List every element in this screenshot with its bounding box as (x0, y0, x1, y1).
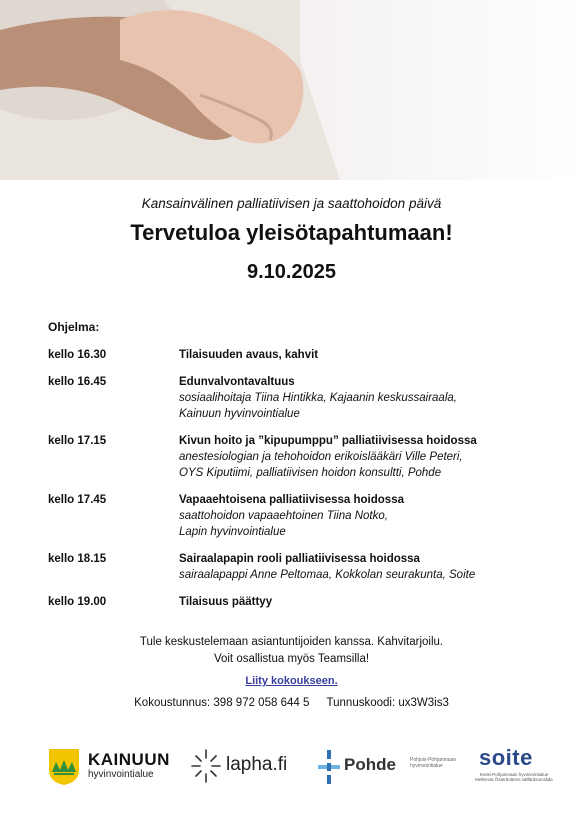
program-item (48, 492, 548, 540)
event-subtitle: Kansainvälinen palliatiivisen ja saattohoidon päivä (141, 196, 442, 211)
program-detail: Lapin hyvinvointialue (179, 526, 286, 538)
pohde-star-icon (318, 748, 340, 786)
pohde-logo (318, 745, 468, 790)
holding-hands-illustration (0, 0, 583, 180)
footer-info (0, 634, 583, 668)
program-item (48, 433, 548, 481)
program-detail: sairaalapappi Anne Peltomaa, Kokkolan seurakunta, Soite (179, 569, 476, 581)
pohde-sub: Pohjois-Pohjanmaan hyvinvointialue (410, 757, 457, 769)
program-heading: Ohjelma: (48, 320, 100, 334)
hero-photo-holding-hands (0, 0, 583, 180)
program-detail: anestesiologian ja tehohoidon erikoislääkäri Ville Peteri, (179, 451, 463, 463)
kainuun-name: KAINUUN (88, 750, 170, 769)
soite-logo (473, 745, 553, 790)
page-title: Tervetuloa yleisötapahtumaan! (130, 220, 453, 245)
sun-burst-icon (190, 747, 222, 785)
meeting-passcode: Tunnuskoodi: ux3W3is3 (326, 697, 449, 709)
program-title: Tilaisuuden avaus, kahvit (179, 349, 319, 361)
program-title: Edunvalvontavaltuus (179, 376, 295, 388)
kainuun-sub: hyvinvointialue (88, 769, 154, 780)
program-title: Vapaaehtoisena palliatiivisessa hoidossa (179, 494, 404, 506)
soite-name: soite (479, 745, 533, 770)
pohde-name: Pohde (344, 755, 396, 774)
program-item (48, 347, 548, 363)
lapha-name: lapha.fi (226, 754, 288, 775)
program-item (48, 374, 548, 422)
meeting-codes (0, 697, 583, 709)
program-item (48, 551, 548, 583)
partner-logos (0, 745, 583, 790)
meeting-id: Kokoustunnus: 398 972 058 644 5 (134, 697, 310, 709)
soite-sub: Keski-Pohjanmaan hyvinvointialue Mellersta Österbottens välfärdsområde (475, 772, 553, 782)
event-date: 9.10.2025 (247, 261, 336, 283)
program-time: kello 16.45 (48, 376, 107, 388)
program-item (48, 594, 548, 610)
join-meeting-link[interactable]: Liity kokoukseen. (245, 675, 338, 687)
program-time: kello 18.15 (48, 553, 107, 565)
program-time: kello 17.15 (48, 435, 107, 447)
kainuu-crest-icon (48, 748, 80, 786)
program-time: kello 16.30 (48, 349, 107, 361)
program-list (48, 347, 548, 621)
program-detail: saattohoidon vapaaehtoinen Tiina Notko, (179, 510, 388, 522)
kainuun-logo (48, 745, 180, 790)
footer-line-1: Tule keskustelemaan asiantuntijoiden kanssa. Kahvitarjoilu. (139, 636, 444, 648)
program-title: Sairaalapapin rooli palliatiivisessa hoidossa (179, 553, 420, 565)
program-detail: OYS Kiputiimi, palliatiivisen hoidon konsultti, Pohde (179, 467, 442, 479)
footer-line-2: Voit osallistua myös Teamsilla! (213, 653, 370, 665)
program-detail: Kainuun hyvinvointialue (179, 408, 300, 420)
lapha-logo (190, 745, 300, 790)
program-title: Tilaisuus päättyy (179, 596, 273, 608)
program-time: kello 19.00 (48, 596, 107, 608)
program-time: kello 17.45 (48, 494, 107, 506)
program-detail: sosiaalihoitaja Tiina Hintikka, Kajaanin keskussairaala, (179, 392, 457, 404)
program-title: Kivun hoito ja ”kipupumppu” palliatiivisessa hoidossa (179, 435, 477, 447)
